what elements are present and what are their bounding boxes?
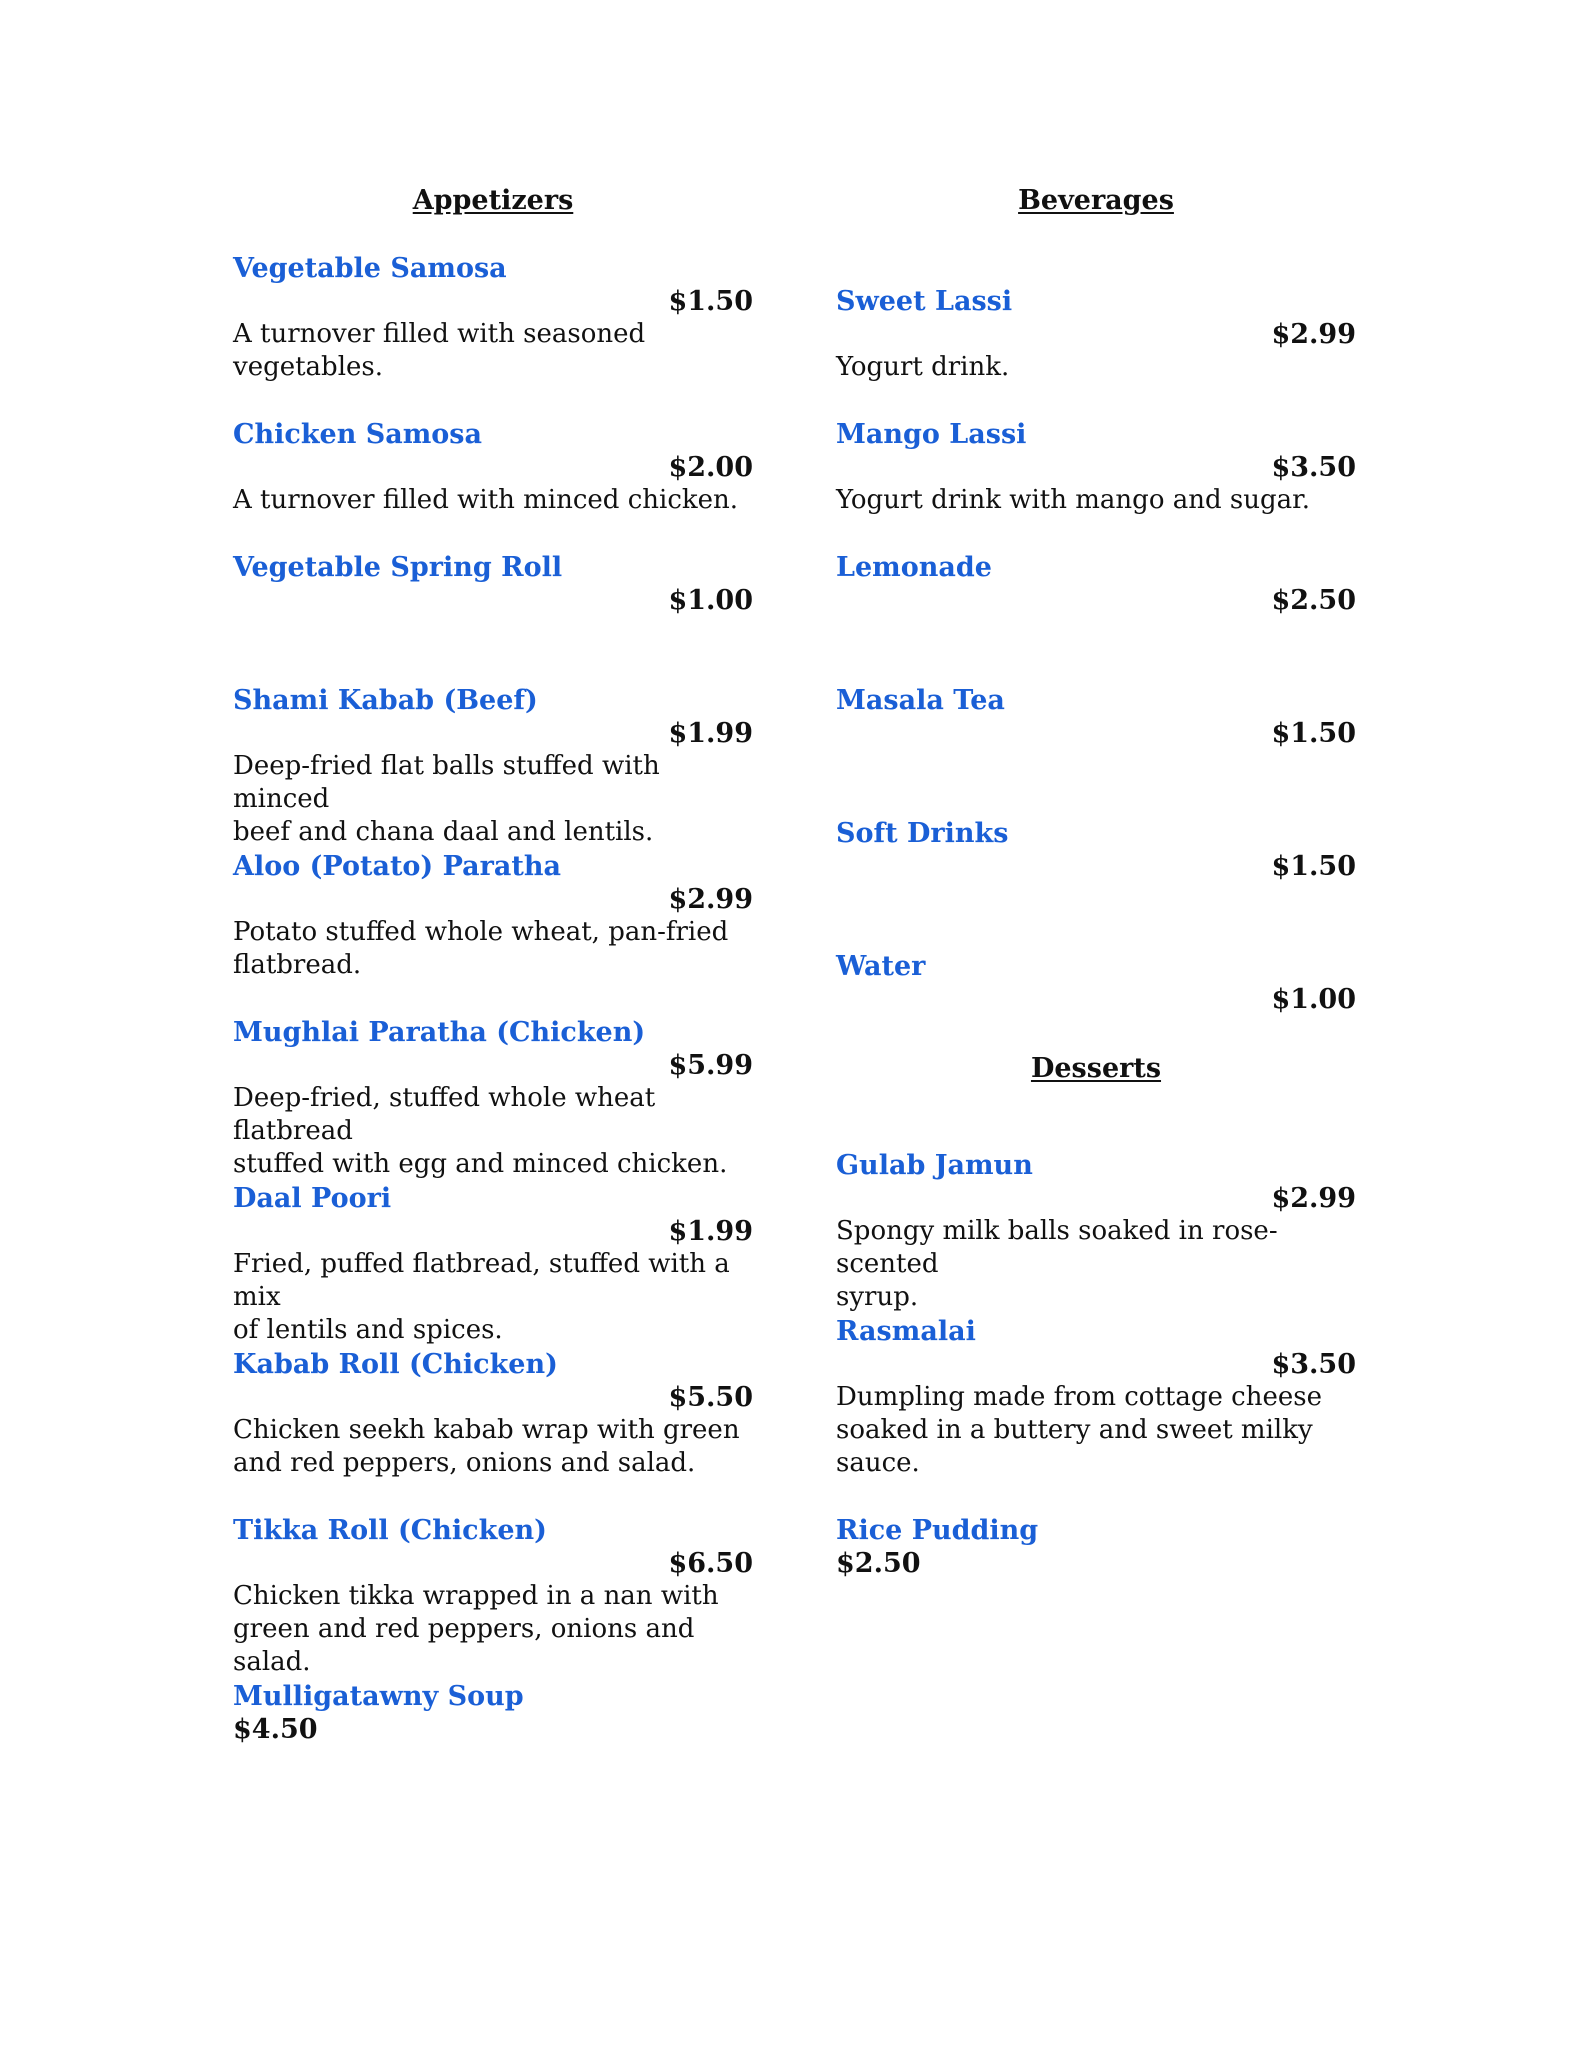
item-name: Vegetable Samosa (233, 253, 507, 284)
item-price: $3.50 (1271, 1349, 1356, 1380)
appetizers-column (233, 0, 753, 2048)
desserts-heading: Desserts (1030, 1053, 1162, 1084)
item-name: Chicken Samosa (233, 419, 482, 450)
item-name: Mango Lassi (836, 419, 1027, 450)
menu-item (233, 684, 753, 849)
item-name: Mulligatawny Soup (233, 1681, 524, 1712)
item-price: $1.00 (668, 585, 753, 616)
item-price: $2.50 (1271, 585, 1356, 616)
item-description: Yogurt drink. (836, 352, 1010, 382)
menu-item (233, 1680, 753, 1746)
item-price: $5.99 (668, 1050, 753, 1081)
menu-item (836, 1514, 1356, 1580)
menu-item (233, 551, 753, 617)
item-description: Deep-fried flat balls stuffed with minced beef and chana daal and lentils. (233, 751, 660, 847)
item-price: $2.99 (1271, 319, 1356, 350)
item-description: Chicken seekh kabab wrap with green and red peppers, onions and salad. (233, 1415, 740, 1478)
menu-item (836, 418, 1356, 517)
item-description: Spongy milk balls soaked in rose-scented syrup. (836, 1216, 1278, 1312)
menu-item (233, 1514, 753, 1679)
item-name: Lemonade (836, 552, 992, 583)
item-description: Fried, puffed flatbread, stuffed with a mix of lentils and spices. (233, 1249, 730, 1345)
item-name: Sweet Lassi (836, 286, 1013, 317)
menu-item (836, 1315, 1356, 1480)
item-price: $2.99 (668, 884, 753, 915)
item-price: $5.50 (668, 1382, 753, 1413)
item-price: $1.99 (668, 718, 753, 749)
menu-item (836, 950, 1356, 1016)
appetizers-heading: Appetizers (412, 185, 574, 216)
menu-item (233, 1182, 753, 1347)
menu-item (836, 1149, 1356, 1314)
item-name: Water (836, 951, 926, 982)
item-price: $1.50 (668, 286, 753, 317)
item-price: $2.50 (836, 1548, 921, 1579)
item-price: $1.50 (1271, 851, 1356, 882)
item-name: Kabab Roll (Chicken) (233, 1349, 558, 1380)
item-name: Rice Pudding (836, 1515, 1039, 1546)
item-name: Rasmalai (836, 1316, 976, 1347)
item-price: $1.00 (1271, 984, 1356, 1015)
item-description: Chicken tikka wrapped in a nan with green and red peppers, onions and salad. (233, 1581, 719, 1677)
item-description: A turnover filled with minced chicken. (233, 485, 739, 515)
beverages-heading: Beverages (1018, 185, 1174, 216)
item-name: Shami Kabab (Beef) (233, 685, 538, 716)
menu-item (233, 1016, 753, 1181)
item-price: $1.99 (668, 1216, 753, 1247)
item-price: $1.50 (1271, 718, 1356, 749)
item-price: $3.50 (1271, 452, 1356, 483)
menu-item (836, 684, 1356, 750)
menu-item (836, 551, 1356, 617)
item-name: Aloo (Potato) Paratha (233, 851, 561, 882)
item-description: A turnover filled with seasoned vegetables. (233, 319, 646, 382)
item-name: Daal Poori (233, 1183, 392, 1214)
item-description: Potato stuffed whole wheat, pan-fried flatbread. (233, 917, 729, 980)
menu-item (836, 285, 1356, 384)
menu-item (233, 252, 753, 384)
item-description: Yogurt drink with mango and sugar. (836, 485, 1310, 515)
item-description: Dumpling made from cottage cheese soaked in a buttery and sweet milky sauce. (836, 1382, 1322, 1478)
item-name: Mughlai Paratha (Chicken) (233, 1017, 646, 1048)
item-price: $2.00 (668, 452, 753, 483)
item-price: $4.50 (233, 1714, 318, 1745)
item-name: Soft Drinks (836, 818, 1009, 849)
item-price: $2.99 (1271, 1183, 1356, 1214)
item-description: Deep-fried, stuffed whole wheat flatbread stuffed with egg and minced chicken. (233, 1083, 728, 1179)
item-name: Masala Tea (836, 685, 1005, 716)
item-name: Tikka Roll (Chicken) (233, 1515, 547, 1546)
menu-item (233, 418, 753, 517)
item-name: Vegetable Spring Roll (233, 552, 563, 583)
menu-item (836, 817, 1356, 883)
item-name: Gulab Jamun (836, 1150, 1033, 1181)
item-price: $6.50 (668, 1548, 753, 1579)
beverages-desserts-column (836, 0, 1356, 2048)
menu-item (233, 1348, 753, 1480)
menu-item (233, 850, 753, 982)
